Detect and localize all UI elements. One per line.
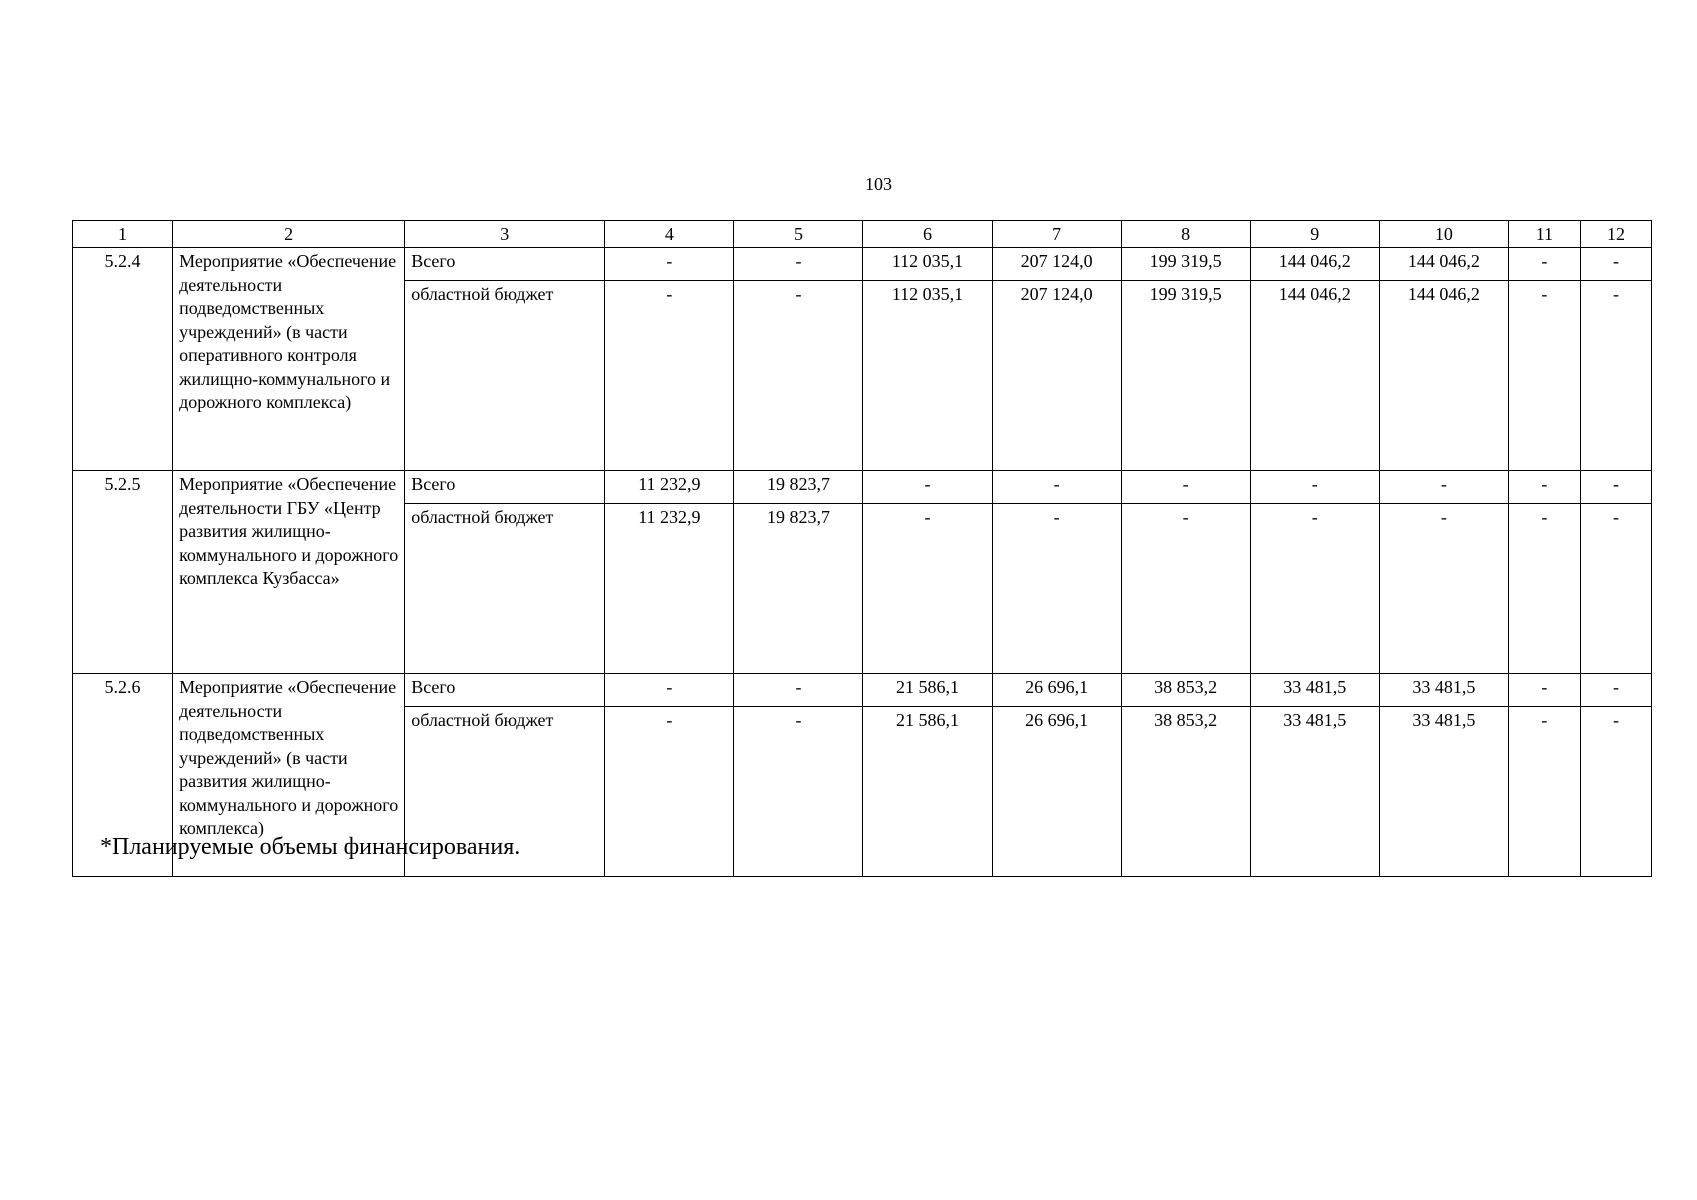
- header-cell: 7: [992, 221, 1121, 248]
- value-cell: 19 823,7: [734, 504, 863, 674]
- value-cell: -: [1121, 504, 1250, 674]
- table-body: [73, 221, 1652, 877]
- value-cell: 144 046,2: [1379, 248, 1508, 281]
- funding-source: областной бюджет: [405, 504, 605, 674]
- value-cell: -: [992, 471, 1121, 504]
- value-cell: -: [1508, 281, 1580, 471]
- value-cell: 26 696,1: [992, 674, 1121, 707]
- value-cell: 207 124,0: [992, 248, 1121, 281]
- value-cell: -: [863, 504, 992, 674]
- header-cell: 1: [73, 221, 173, 248]
- item-name: Мероприятие «Обеспечение деятельности ГБУ «Центр развития жилищно-коммунального и дорожного комплекса Кузбасса»: [173, 471, 405, 674]
- value-cell: 26 696,1: [992, 707, 1121, 877]
- value-cell: -: [734, 707, 863, 877]
- value-cell: -: [734, 281, 863, 471]
- item-code: 5.2.4: [73, 248, 173, 471]
- value-cell: -: [1580, 248, 1651, 281]
- value-cell: -: [1508, 471, 1580, 504]
- header-cell: 5: [734, 221, 863, 248]
- funding-source: областной бюджет: [405, 707, 605, 877]
- value-cell: 144 046,2: [1250, 281, 1379, 471]
- value-cell: -: [1580, 504, 1651, 674]
- value-cell: -: [1379, 471, 1508, 504]
- value-cell: 199 319,5: [1121, 281, 1250, 471]
- value-cell: -: [1580, 471, 1651, 504]
- value-cell: -: [1250, 504, 1379, 674]
- value-cell: -: [1580, 707, 1651, 877]
- value-cell: 144 046,2: [1250, 248, 1379, 281]
- value-cell: -: [734, 674, 863, 707]
- value-cell: -: [605, 281, 734, 471]
- table-row: [73, 471, 1652, 504]
- value-cell: -: [1379, 504, 1508, 674]
- value-cell: 21 586,1: [863, 707, 992, 877]
- table-row: [73, 248, 1652, 281]
- value-cell: -: [734, 248, 863, 281]
- value-cell: 11 232,9: [605, 504, 734, 674]
- funding-source: Всего: [405, 471, 605, 504]
- header-row: [73, 221, 1652, 248]
- value-cell: -: [863, 471, 992, 504]
- value-cell: 207 124,0: [992, 281, 1121, 471]
- value-cell: -: [1508, 674, 1580, 707]
- budget-table: [72, 220, 1652, 877]
- value-cell: -: [1250, 471, 1379, 504]
- header-cell: 12: [1580, 221, 1651, 248]
- value-cell: -: [605, 707, 734, 877]
- value-cell: 19 823,7: [734, 471, 863, 504]
- header-cell: 8: [1121, 221, 1250, 248]
- funding-source: Всего: [405, 674, 605, 707]
- value-cell: -: [992, 504, 1121, 674]
- header-cell: 11: [1508, 221, 1580, 248]
- item-name: Мероприятие «Обеспечение деятельности подведомственных учреждений» (в части развития жилищно-коммунального и дорожного комплекса): [173, 674, 405, 877]
- footnote: *Планируемые объемы финансирования.: [100, 834, 521, 860]
- value-cell: 11 232,9: [605, 471, 734, 504]
- value-cell: -: [1508, 248, 1580, 281]
- funding-source: Всего: [405, 248, 605, 281]
- value-cell: 38 853,2: [1121, 674, 1250, 707]
- item-name: Мероприятие «Обеспечение деятельности подведомственных учреждений» (в части оперативного контроля жилищно-коммунального и дорожного комплекса): [173, 248, 405, 471]
- value-cell: -: [605, 674, 734, 707]
- value-cell: -: [1121, 471, 1250, 504]
- value-cell: 33 481,5: [1250, 707, 1379, 877]
- header-cell: 9: [1250, 221, 1379, 248]
- value-cell: 199 319,5: [1121, 248, 1250, 281]
- value-cell: -: [1580, 674, 1651, 707]
- item-code: 5.2.5: [73, 471, 173, 674]
- value-cell: 33 481,5: [1250, 674, 1379, 707]
- table-row: [73, 674, 1652, 707]
- header-cell: 3: [405, 221, 605, 248]
- item-code: 5.2.6: [73, 674, 173, 877]
- value-cell: -: [1580, 281, 1651, 471]
- header-cell: 2: [173, 221, 405, 248]
- value-cell: -: [1508, 504, 1580, 674]
- value-cell: -: [1508, 707, 1580, 877]
- value-cell: 144 046,2: [1379, 281, 1508, 471]
- header-cell: 4: [605, 221, 734, 248]
- value-cell: 112 035,1: [863, 248, 992, 281]
- value-cell: 21 586,1: [863, 674, 992, 707]
- header-cell: 10: [1379, 221, 1508, 248]
- header-cell: 6: [863, 221, 992, 248]
- page-number: 103: [865, 174, 892, 194]
- value-cell: 33 481,5: [1379, 707, 1508, 877]
- value-cell: -: [605, 248, 734, 281]
- funding-source: областной бюджет: [405, 281, 605, 471]
- value-cell: 38 853,2: [1121, 707, 1250, 877]
- value-cell: 33 481,5: [1379, 674, 1508, 707]
- value-cell: 112 035,1: [863, 281, 992, 471]
